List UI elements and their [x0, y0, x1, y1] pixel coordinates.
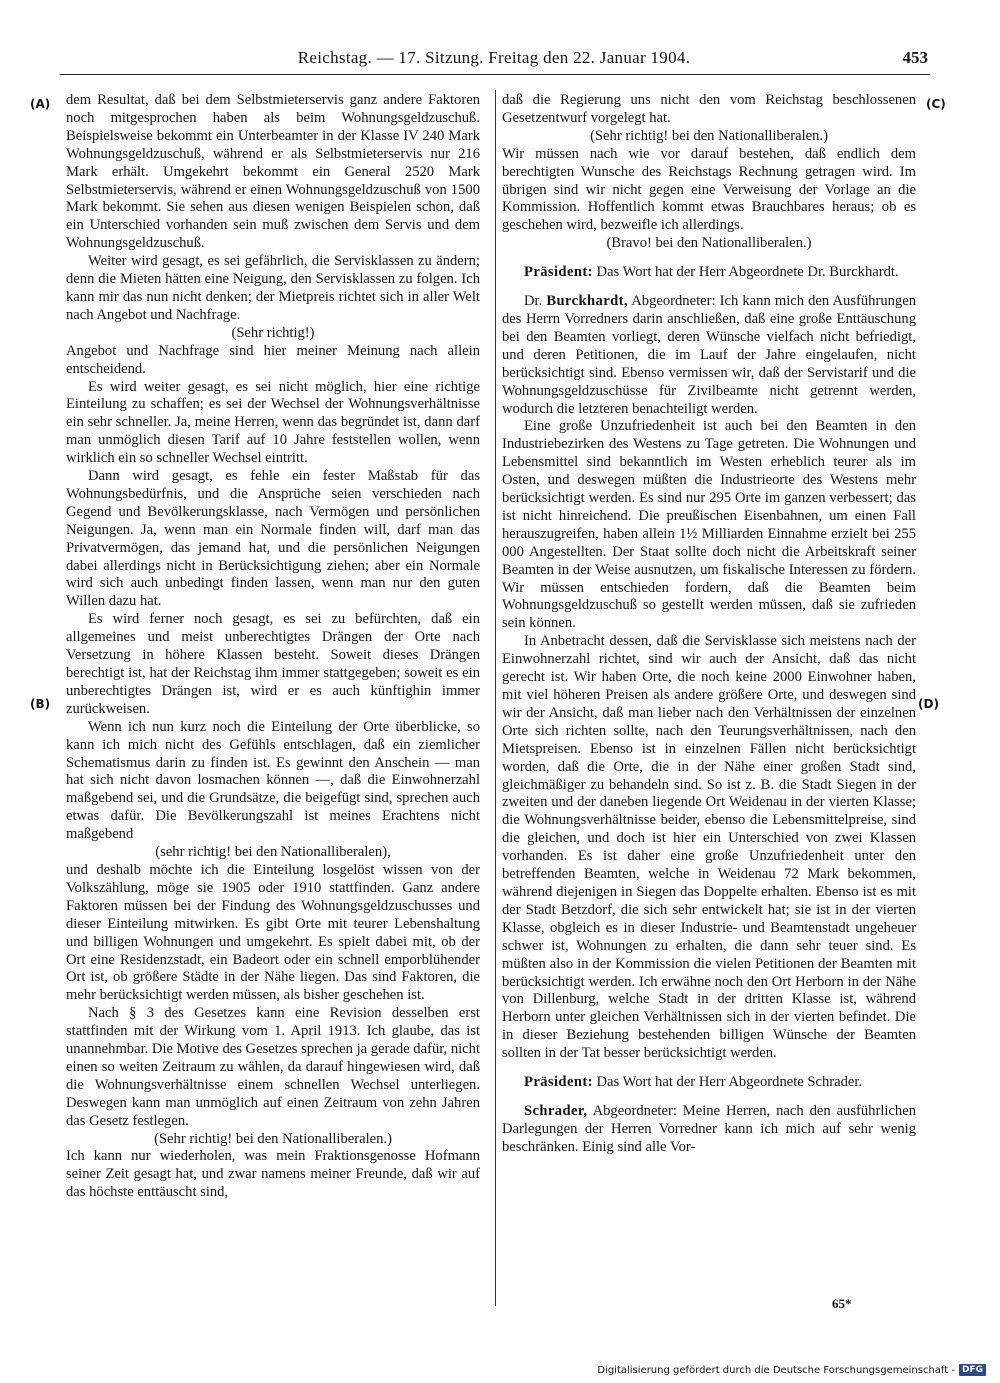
paragraph: dem Resultat, daß bei dem Selbstmieterservis ganz andere Faktoren noch mitgesprochen haben als beim Wohnungsgeldzuschuß. Beispielsweise bekommt ein Unterbeamter in der Klasse IV 240 Mark Wohnungsgeldzuschuß, während er als Selbstmieterservis nur 216 Mark erhält. Umgekehrt bekommt ein General 2520 Mark Selbstmieterservis, während er einen Wohnungsgeldzuschuß von 1500 Mark bekommt. Sie sehen aus diesen wenigen Beispielen schon, daß ein Unterschied vorhanden sein muß zwischen dem Servis und dem Wohnungsgeldzuschuß. [66, 92, 480, 252]
paragraph: Es wird weiter gesagt, es sei nicht möglich, hier eine richtige Einteilung zu schaffen; es sei der Wechsel der Wohnungsverhältnisse ein sehr schneller. Ja, meine Herren, wenn das begründet ist, dann darf man unmöglich diesen Tarif auf 10 Jahre feststellen wollen, wenn wirklich ein so schneller Wechsel eintritt. [66, 378, 480, 467]
page-number: 453 [902, 48, 928, 67]
page-header [60, 48, 928, 74]
paragraph: Wenn ich nun kurz noch die Einteilung der Orte überblicke, so kann ich mich nicht des Gefühls entschlagen, daß ein ziemlicher Schematismus darin zu finden ist. Es gewinnt den Anschein — man hat sich nicht davon losmachen können —, daß die Einwohnerzahl maßgebend sei, und die Grundsätze, die beigefügt sind, sprechen auch etwas dafür. Die Bevölkerungszahl ist meines Erachtens nicht maßgebend [66, 718, 480, 843]
speaker-paragraph [502, 1103, 916, 1157]
speaker-paragraph [502, 1074, 916, 1092]
header-rule [60, 74, 930, 75]
column-divider [495, 90, 496, 1306]
footer-credit [597, 1364, 986, 1376]
interjection: (Sehr richtig! bei den Nationalliberalen.) [590, 127, 828, 144]
speaker-text: Abgeordneter: Meine Herren, nach den ausführlichen Darlegungen der Herren Vorredner kann ich mich auf sehr wenig beschränken. Einig sind alle Vor- [502, 1102, 916, 1155]
running-title: Reichstag. — 17. Sitzung. Freitag den 22. Januar 1904. [297, 48, 691, 67]
interjection: (Sehr richtig! bei den Nationalliberalen.) [154, 1130, 392, 1147]
interjection: (Bravo! bei den Nationalliberalen.) [606, 235, 812, 252]
speaker-title: Dr. [524, 293, 547, 310]
paragraph: Wir müssen nach wie vor darauf bestehen, daß endlich dem berechtigten Wunsche des Reichstags Rechnung getragen wird. Im übrigen sind wir nicht gegen eine Verweisung der Vorlage an die Kommission. Hoffentlich kommt etwas Brauchbares heraus; ob es geschehen wird, bezweifle ich allerdings. [502, 145, 916, 234]
paragraph: Nach § 3 des Gesetzes kann eine Revision desselben erst stattfinden mit der Wirkung vom 1. April 1913. Ich glaube, das ist unannehmbar. Die Motive des Gesetzes sprechen ja gerade dafür, nicht einen so weiten Zeitraum zu wählen, da darauf hingewiesen wird, daß die Wohnungsverhältnisse einem schnellen Wechsel unterliegen. Deswegen kann man unmöglich auf einen Zeitraum von zehn Jahren das Gesetz festlegen. [66, 1005, 480, 1129]
paragraph: Weiter wird gesagt, es sei gefährlich, die Servisklassen zu ändern; denn die Mieten hätten eine Neigung, den Servisklassen zu folgen. Ich kann mir das nun nicht denken; der Mietpreis richtet sich in aller Welt nach Angebot und Nachfrage. [66, 253, 480, 323]
paragraph: Es wird ferner noch gesagt, es sei zu befürchten, daß ein allgemeines und meist unberechtigtes Drängen der Orte nach Versetzung in höhere Klassen besteht. Soweit dieses Drängen berechtigt ist, hat der Reichstag ihm immer stattgegeben; soweit es ein unberechtigtes Drängen ist, wird er es auch künftighin immer zurückweisen. [66, 611, 480, 717]
speaker-paragraph [502, 264, 916, 282]
speaker-paragraph [502, 293, 916, 418]
right-column [502, 92, 916, 1157]
paragraph: und deshalb möchte ich die Einteilung losgelöst wissen von der Volkszählung, möge sie 1905 oder 1910 stattfinden. Ganz andere Faktoren müssen bei der Findung des Wohnungsgeldzuschusses und dieser Einteilung mitwirken. Es gibt Orte mit teurer Lebenshaltung und billigen Wohnungen und umgekehrt. Es spielt dabei mit, ob der Ort eine Residenzstadt, ein Badeort oder ein schnell emporblühender Ort ist, ob größere Städte in der Nähe liegen. Das sind Faktoren, die mehr berücksichtigt werden müssen, als bisher geschehen ist. [66, 861, 480, 1004]
speaker-text: Das Wort hat der Herr Abgeordnete Dr. Burckhardt. [592, 264, 899, 281]
interjection: (Sehr richtig!) [231, 324, 315, 341]
margin-marker-d: (D) [918, 697, 939, 711]
margin-marker-b: (B) [30, 697, 51, 711]
speaker-name: Burckhardt, [546, 293, 628, 310]
left-column [66, 92, 480, 1202]
speaker-name: Schrader, [524, 1102, 588, 1119]
margin-marker-a: (A) [30, 97, 51, 111]
footer-text: Digitalisierung gefördert durch die Deutsche Forschungsgemeinschaft - [597, 1364, 955, 1376]
paragraph: daß die Regierung uns nicht den vom Reichstag beschlossenen Gesetzentwurf vorgelegt hat. [502, 92, 916, 126]
speaker-name: Präsident: [524, 264, 593, 281]
paragraph: Eine große Unzufriedenheit ist auch bei den Beamten in den Industriebezirken des Westens zu Tage getreten. Die Wohnungen und Lebensmittel sind bekanntlich im Westen erheblich teurer als im Osten, und deswegen müßten die Industrieorte des Westens mehr berücksichtigt werden. Es sind nur 295 Orte im ganzen verbessert; das ist nicht hinreichend. Die preußischen Eisenbahnen, um einen Fall herauszugreifen, haben allein 1½ Milliarden Einnahme erzielt bei 255 000 Angestellten. Der Staat sollte doch nicht die Arbeitskraft seiner Beamten in der Weise ausnutzen, um fiskalische Interessen zu fördern. Wir müssen entschieden fordern, daß die Beamten beim Wohnungsgeldzuschuß so gestellt werden müssen, daß sie zufrieden sein können. [502, 418, 916, 632]
paragraph: Angebot und Nachfrage sind hier meiner Meinung nach allein entscheidend. [66, 342, 480, 377]
speaker-name: Präsident: [524, 1074, 593, 1091]
paragraph: In Anbetracht dessen, daß die Servisklasse sich meistens nach der Einwohnerzahl richtet, sind wir auch der Ansicht, daß das nicht gerecht ist. Wir haben Orte, die noch keine 2000 Einwohner haben, mit viel höheren Preisen als andere größere Orte, und deswegen sind wir der Ansicht, daß man lieber nach den Verhältnissen der einzelnen Orte sich richten sollte, nach den Teurungsverhältnissen, nach den Mietspreisen. Ebenso ist in einzelnen Fällen nicht berücksichtigt worden, daß die Orte, die in der Nähe einer großen Stadt sind, gleichmäßiger zu behandeln sind. So ist z. B. die Stadt Siegen in der zweiten und der daneben liegende Ort Weidenau in der vierten Klasse; die Wohnungsverhältnisse beider, ebenso die Lebensmittelpreise, sind die gleichen, und doch ist hier ein Unterschied von zwei Klassen vorhanden. Es ist daher eine große Unzufriedenheit unter den betreffenden Beamten, welche in Weidenau 72 Mark bekommen, während diejenigen in Siegen das Doppelte erhalten. Ebenso ist es mit der Stadt Betzdorf, die sich sehr entwickelt hat; sie ist in der vierten Klasse, obgleich es in dieser Industrie- und Beamtenstadt ungeheuer schwer ist, Wohnungen zu erhalten, die dann sehr teuer sind. Es müßten also in der Kommission die vielen Petitionen der Beamten mit berücksichtigt werden. Ich erwähne noch den Ort Herborn in der Nähe von Dillenburg, welche Stadt in der dritten Klasse ist, während Herborn unter gleichen Verhältnissen sich in der vierten befindet. Die in dieser Beziehung bestehenden billigen Wünsche der Beamten sollten in der Tat besser berücksichtigt werden. [502, 633, 916, 1062]
paragraph: Dann wird gesagt, es fehle ein fester Maßstab für das Wohnungsbedürfnis, und die Ansprüche seien verschieden nach Gegend und Bevölkerungsklasse, nach Vermögen und persönlichen Neigungen. Ja, wenn man ein Normale finden will, darf man das Privatvermögen, das jemand hat, und die persönlichen Neigungen dabei allerdings nicht in Berücksichtigung ziehen; aber ein Normale wird sich auch unbedingt finden lassen, wenn man nur den guten Willen dazu hat. [66, 468, 480, 610]
dfg-logo-icon: DFG [959, 1364, 986, 1376]
signature-mark: 65* [832, 1296, 852, 1311]
interjection: (sehr richtig! bei den Nationalliberalen), [155, 844, 391, 861]
speaker-text: Das Wort hat der Herr Abgeordnete Schrader. [592, 1074, 863, 1091]
margin-marker-c: (C) [926, 97, 946, 111]
paragraph: Ich kann nur wiederholen, was mein Fraktionsgenosse Hofmann seiner Zeit gesagt hat, und zwar namens meiner Freunde, daß wir auf das höchste enttäuscht sind, [66, 1148, 480, 1201]
speaker-text: Abgeordneter: Ich kann mich den Ausführungen des Herrn Vorredners darin anschließen, daß eine große Enttäuschung bei den Beamten vorliegt, deren Wünsche vielfach nicht befriedigt, und deren Petitionen, die im Lauf der Jahre eingelaufen, nicht berücksichtigt sind. Ebenso vermissen wir, daß der Servistarif und die Wohnungsgeldzuschüsse für Zivilbeamte nicht getrennt werden, wodurch die letzteren benachteiligt werden. [502, 293, 917, 417]
